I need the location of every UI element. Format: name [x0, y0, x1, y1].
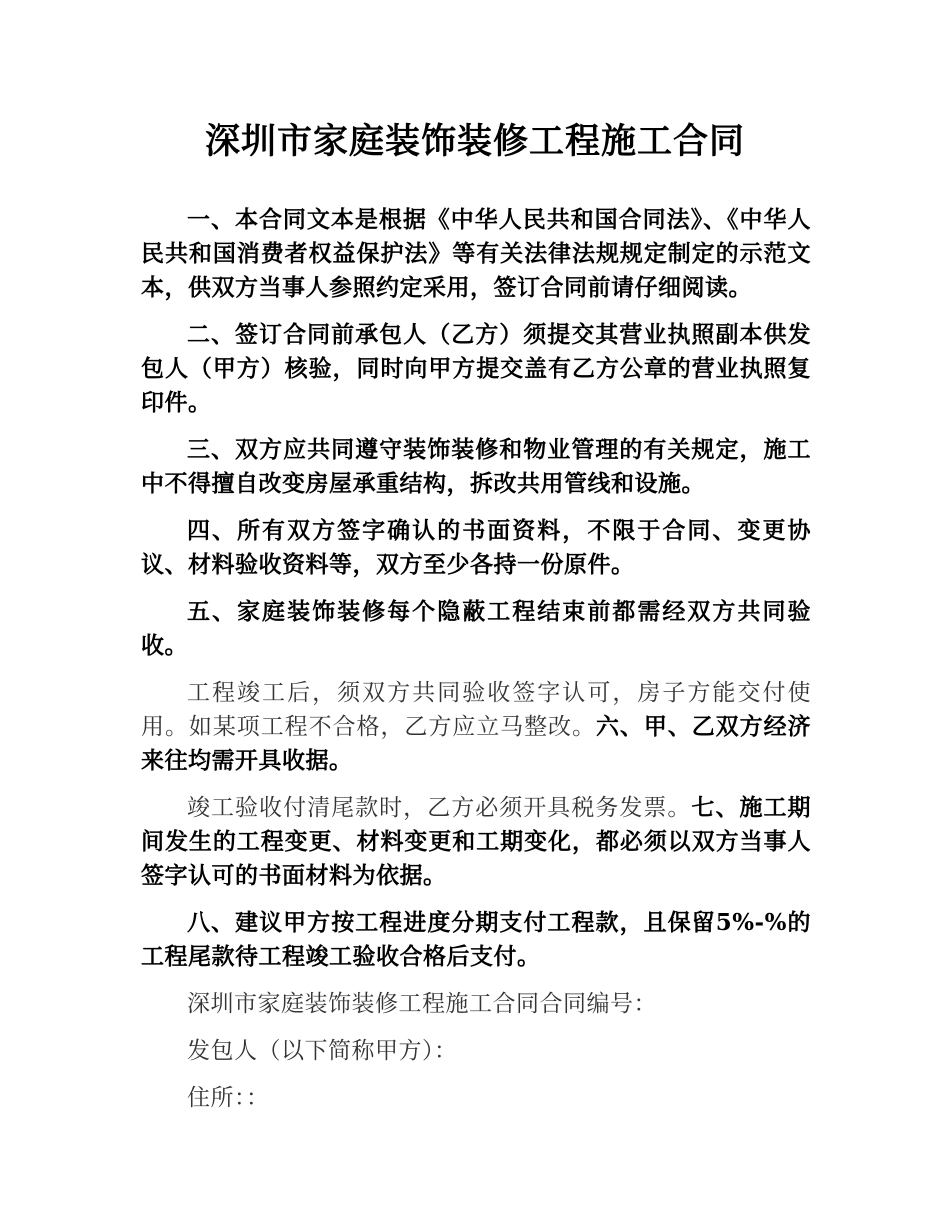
completion-acceptance-text: 工程竣工后，须双方共同验收签字认可，房子方能交付使用。如某项工程不合格，乙方应立马整改。	[141, 680, 811, 740]
clause-6: 六、甲、乙双方经济来往均需开具收据。	[141, 713, 812, 774]
final-payment-paragraph	[141, 791, 811, 893]
clause-7: 七、施工期间发生的工程变更、材料变更和工期变化，都必须以双方当事人签字认可的书面材料为依据。	[141, 794, 812, 889]
party-a-label: 发包人（以下简称甲方）：	[187, 1038, 458, 1064]
document-title: 深圳市家庭装饰装修工程施工合同	[204, 121, 745, 162]
document-body	[141, 203, 811, 1128]
clause-3: 三、双方应共同遵守装饰装修和物业管理的有关规定，施工中不得擅自改变房屋承重结构，拆改共用管线和设施。	[141, 436, 811, 497]
clause-5: 五、家庭装饰装修每个隐蔽工程结束前都需经双方共同验收。	[141, 598, 811, 659]
clause-4: 四、所有双方签字确认的书面资料，不限于合同、变更协议、材料验收资料等，双方至少各持一份原件。	[141, 517, 811, 578]
clause-1: 一、本合同文本是根据《中华人民共和国合同法》、《中华人民共和国消费者权益保护法》等有关法律法规规定制定的示范文本，供双方当事人参照约定采用，签订合同前请仔细阅读。	[141, 206, 811, 301]
address-label: 住所：：	[187, 1085, 270, 1111]
final-payment-text: 竣工验收付清尾款时，乙方必须开具税务发票。	[187, 795, 692, 821]
clause-2: 二、签订合同前承包人（乙方）须提交其营业执照副本供发包人（甲方）核验，同时向甲方提交盖有乙方公章的营业执照复印件。	[141, 321, 811, 416]
contract-number-label: 深圳市家庭装饰装修工程施工合同合同编号：	[187, 991, 657, 1017]
clause-8: 八、建议甲方按工程进度分期支付工程款，且保留5%-%的工程尾款待工程竣工验收合格后支付。	[141, 909, 811, 970]
completion-paragraph	[141, 676, 811, 778]
